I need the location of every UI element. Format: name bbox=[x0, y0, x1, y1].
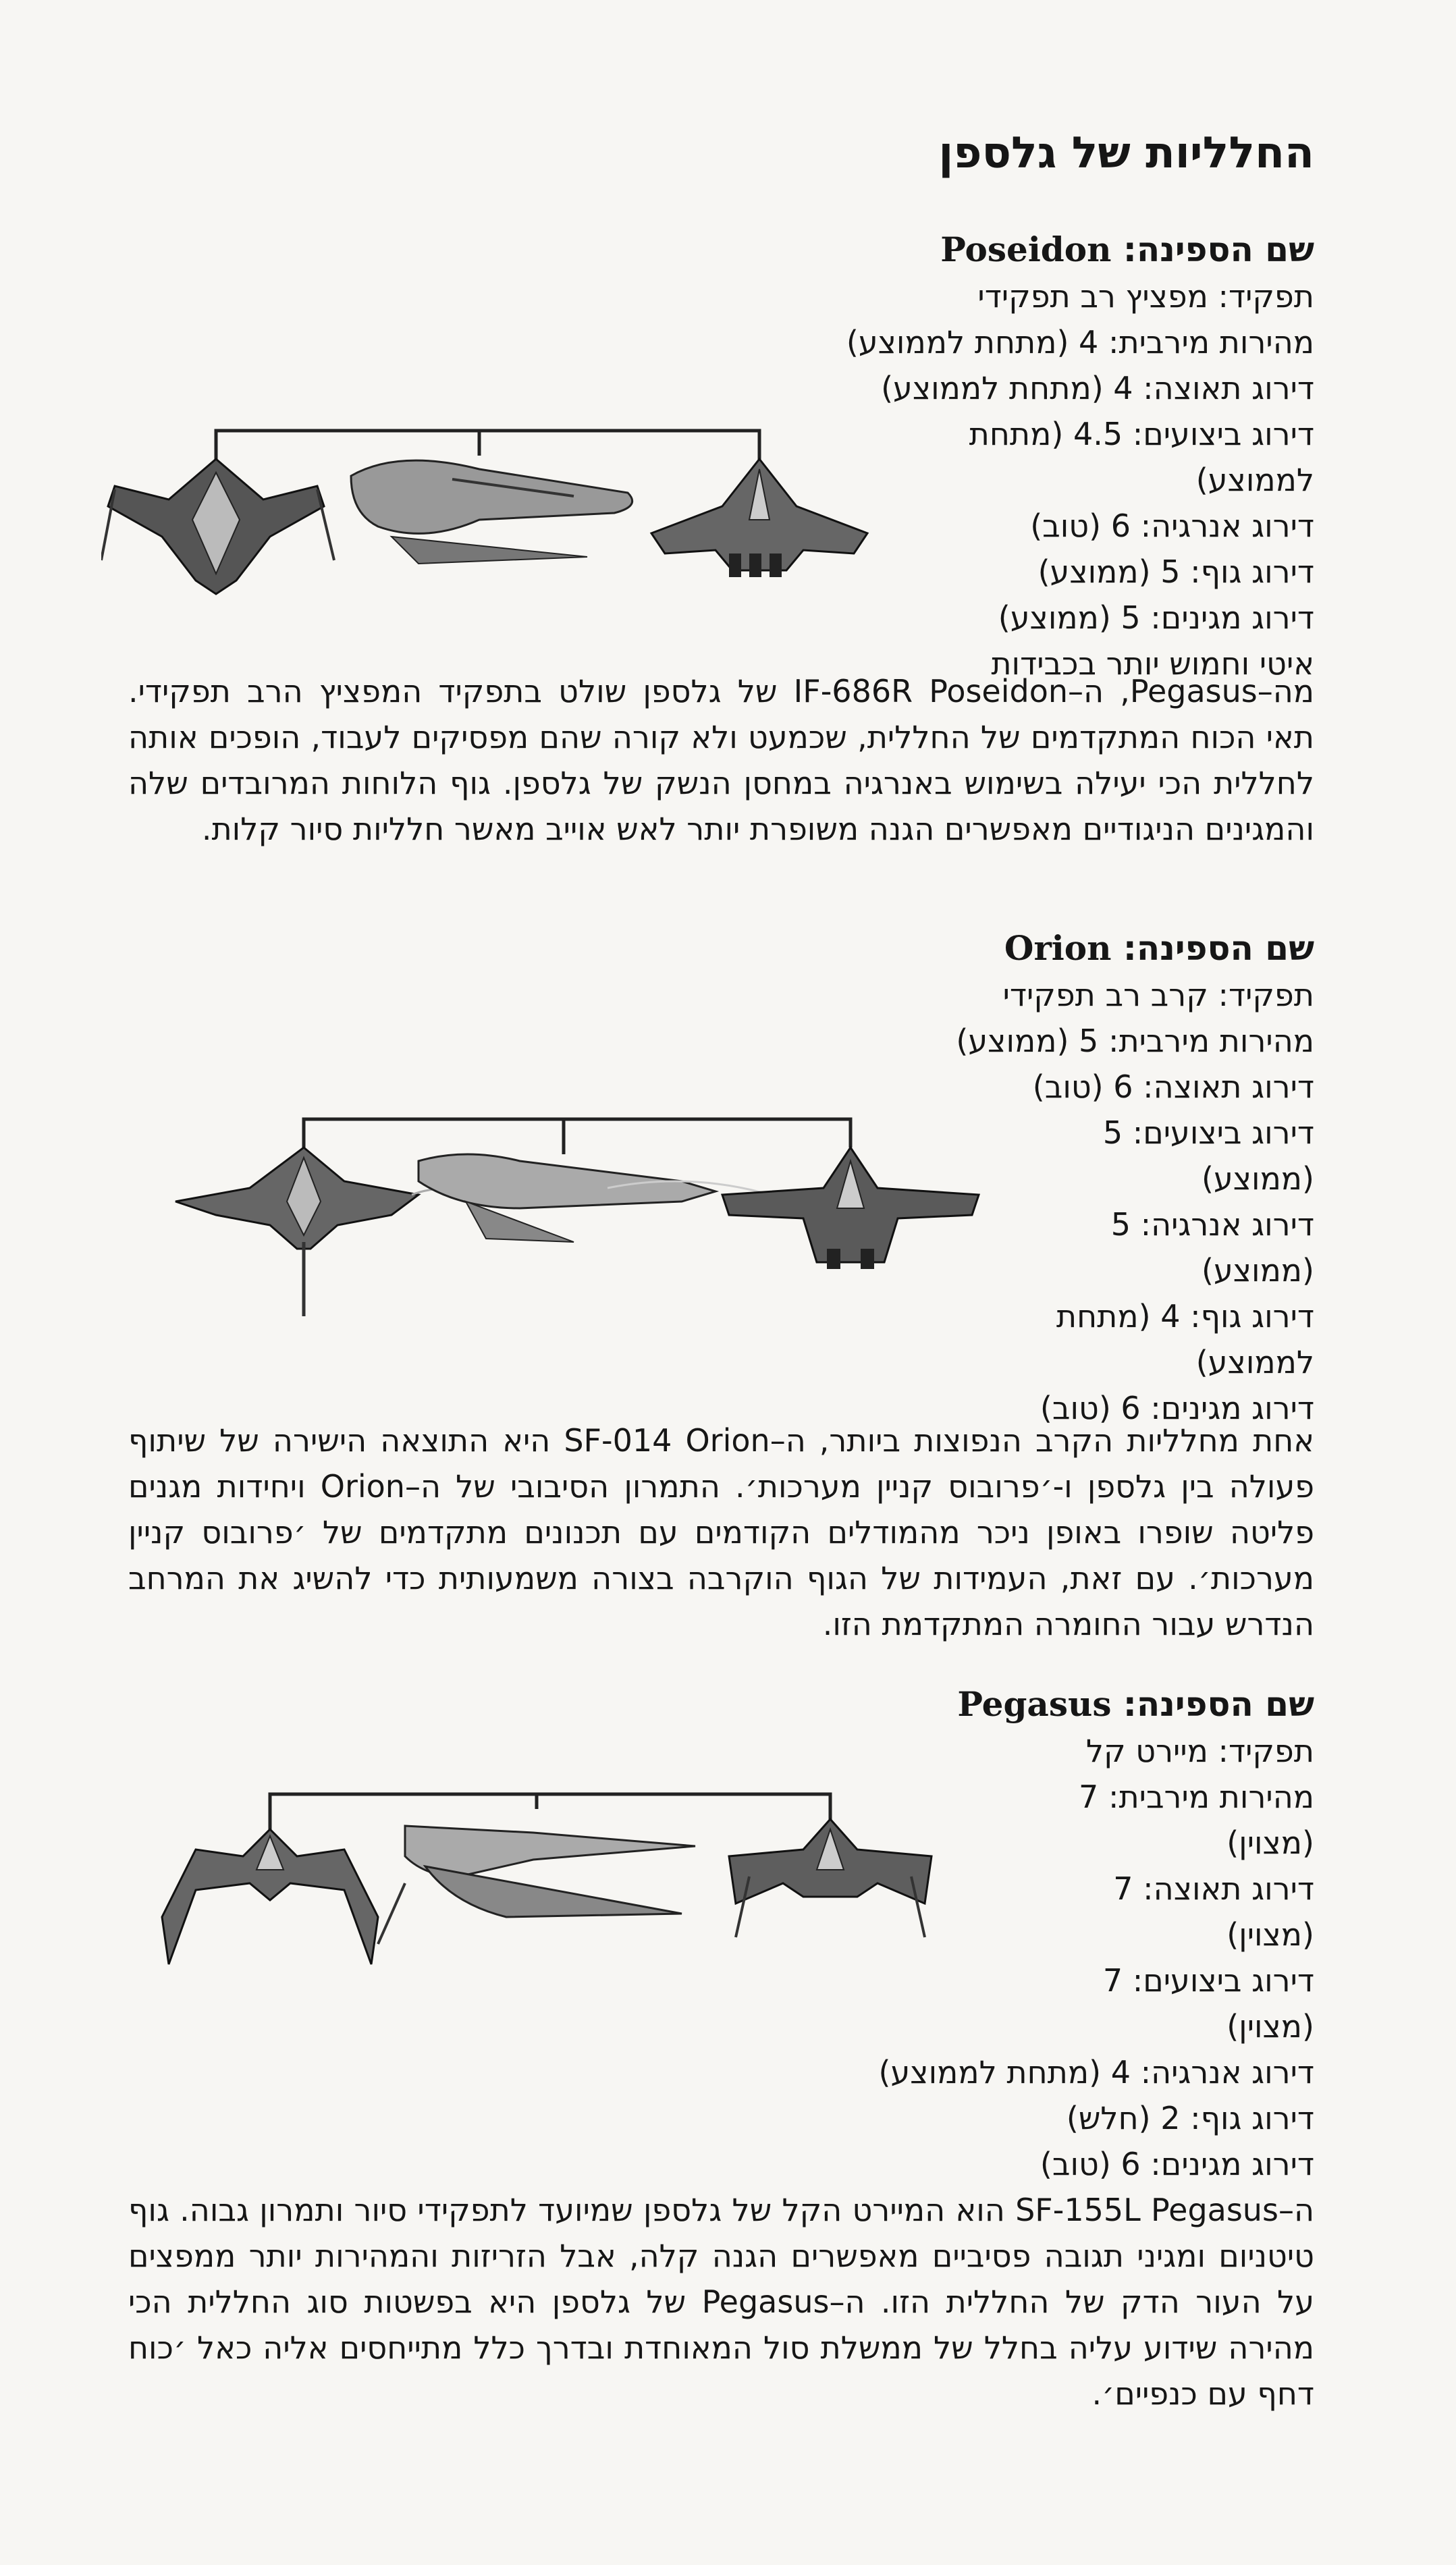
ship-stats-orion bbox=[956, 925, 1314, 1431]
poseidon-ship-illustration bbox=[101, 418, 898, 621]
stat-line: דירוג מגינים: 6 (טוב) bbox=[1040, 2146, 1314, 2182]
poseidon-front-view bbox=[101, 459, 334, 594]
stat-line: דירוג מגינים: 5 (ממוצע) bbox=[998, 599, 1314, 636]
ship-heading bbox=[879, 1681, 1314, 1728]
stat-line: דירוג גוף: 4 (מתחת bbox=[1056, 1298, 1314, 1334]
stat-line: דירוג תאוצה: 4 (מתחת לממוצע) bbox=[881, 370, 1314, 406]
orion-ship-illustration bbox=[169, 1107, 1006, 1330]
stat-line: דירוג ביצועים: 5 bbox=[1102, 1114, 1314, 1151]
stat-line: תפקיד: מפציץ רב תפקידי bbox=[977, 278, 1314, 315]
ship-name: Poseidon bbox=[940, 230, 1112, 269]
stat-line: דירוג גוף: 2 (חלש) bbox=[1066, 2100, 1314, 2136]
stat-line: דירוג אנרגיה: 5 bbox=[1110, 1206, 1314, 1243]
ship-name: Orion bbox=[1004, 928, 1112, 968]
poseidon-rear-view bbox=[651, 459, 867, 577]
stat-line: דירוג תאוצה: 7 bbox=[1113, 1870, 1314, 1907]
stat-line: דירוג תאוצה: 6 (טוב) bbox=[1032, 1069, 1314, 1105]
stat-line: (מצוין) bbox=[1226, 2008, 1314, 2045]
pegasus-rear-view bbox=[729, 1819, 932, 1937]
stat-line: מהירות מירבית: 5 (ממוצע) bbox=[956, 1023, 1314, 1059]
stat-line: לממוצע) bbox=[1195, 462, 1314, 498]
stat-line: מהירות מירבית: 4 (מתחת לממוצע) bbox=[846, 324, 1314, 360]
stat-line: דירוג גוף: 5 (ממוצע) bbox=[1037, 554, 1314, 590]
stat-line: (מצוין) bbox=[1226, 1825, 1314, 1861]
stat-line: דירוג מגינים: 6 (טוב) bbox=[1040, 1390, 1314, 1426]
stat-line: דירוג ביצועים: 7 bbox=[1102, 1962, 1314, 1999]
stat-line: דירוג אנרגיה: 6 (טוב) bbox=[1030, 508, 1314, 544]
stat-line: איטי וחמוש יותר בכבידות bbox=[991, 645, 1314, 682]
ship-description-orion: אחת מחלליות הקרב הנפוצות ביותר, ה–SF-014 Orion היא התוצאה הישירה של שיתוף פעולה בין גלספן ו-׳פרובוס קניין מערכות׳. התמרון הסיבובי של ה–Orion ויחידות מגנים פליטה שופרו באופן ניכר מהמודלים הקודמים עם תכנונים מתקדמים של ׳פרובוס קניין מערכות׳. עם זאת, העמידות של הגוף הוקרבה בצורה משמעותית כדי להשיג את המרחב הנדרש עבור החומרה המתקדמת הזו. bbox=[128, 1422, 1314, 1642]
stat-line: (ממוצע) bbox=[1202, 1252, 1314, 1289]
pegasus-ship-illustration bbox=[155, 1782, 952, 1985]
ship-heading bbox=[956, 925, 1314, 972]
ship-stats-poseidon bbox=[846, 226, 1314, 686]
ship-description-pegasus: ה–SF-155L Pegasus הוא המיירט הקל של גלספן שמיועד לתפקידי סיור ותמרון גבוה. גוף טיטניום ומגיני תגובה פסיביים מאפשרים הגנה קלה, אבל הזריזות והמהירות יותר ממפצים על העור הדק של החללית הזו. ה–Pegasus של גלספן היא בפשטות סוג החללית הכי מהירה שידוע עליה בחלל של ממשלת סול המאוחדת ובדרך כלל מתייחסים אליה כאל ׳כוח דחף עם כנפיים׳. bbox=[128, 2192, 1315, 2412]
pegasus-front-view bbox=[162, 1829, 378, 1964]
ship-heading bbox=[846, 226, 1314, 273]
stat-line: דירוג ביצועים: 4.5 (מתחת bbox=[969, 416, 1314, 452]
stat-line: (ממוצע) bbox=[1202, 1160, 1314, 1197]
ship-description-poseidon: מה–Pegasus, ה–IF-686R Poseidon של גלספן שולט בתפקיד המפציץ הרב תפקידי. תאי הכוח המתקדמים של החללית, שכמעט ולא קורה שהם מפסיקים לעבוד, הופכים אותה לחללית הכי יעילה בשימוש באנרגיה במחסן הנשק של גלספן. גוף הלוחות המרובדים שלה והמגינים הניגודיים מאפשרים הגנה משופרת יותר לאש אוייב מאשר חלליות סיור קלות. bbox=[128, 673, 1315, 847]
stat-line: תפקיד: מיירט קל bbox=[1085, 1733, 1314, 1769]
poseidon-side-view bbox=[351, 460, 632, 564]
ship-heading-prefix: שם הספינה: bbox=[1123, 929, 1314, 968]
page-title: החלליות של גלספן bbox=[938, 128, 1314, 178]
ship-heading-prefix: שם הספינה: bbox=[1123, 230, 1314, 269]
ship-name: Pegasus bbox=[957, 1684, 1112, 1724]
stat-line: מהירות מירבית: 7 bbox=[1079, 1779, 1314, 1815]
orion-rear-view bbox=[722, 1148, 979, 1269]
stat-line: (מצוין) bbox=[1226, 1916, 1314, 1953]
stat-line: תפקיד: קרב רב תפקידי bbox=[1002, 977, 1314, 1013]
stat-line: לממוצע) bbox=[1195, 1344, 1314, 1380]
pegasus-side-view bbox=[378, 1826, 695, 1944]
stat-line: דירוג אנרגיה: 4 (מתחת לממוצע) bbox=[878, 2054, 1314, 2090]
ship-heading-prefix: שם הספינה: bbox=[1123, 1685, 1314, 1724]
